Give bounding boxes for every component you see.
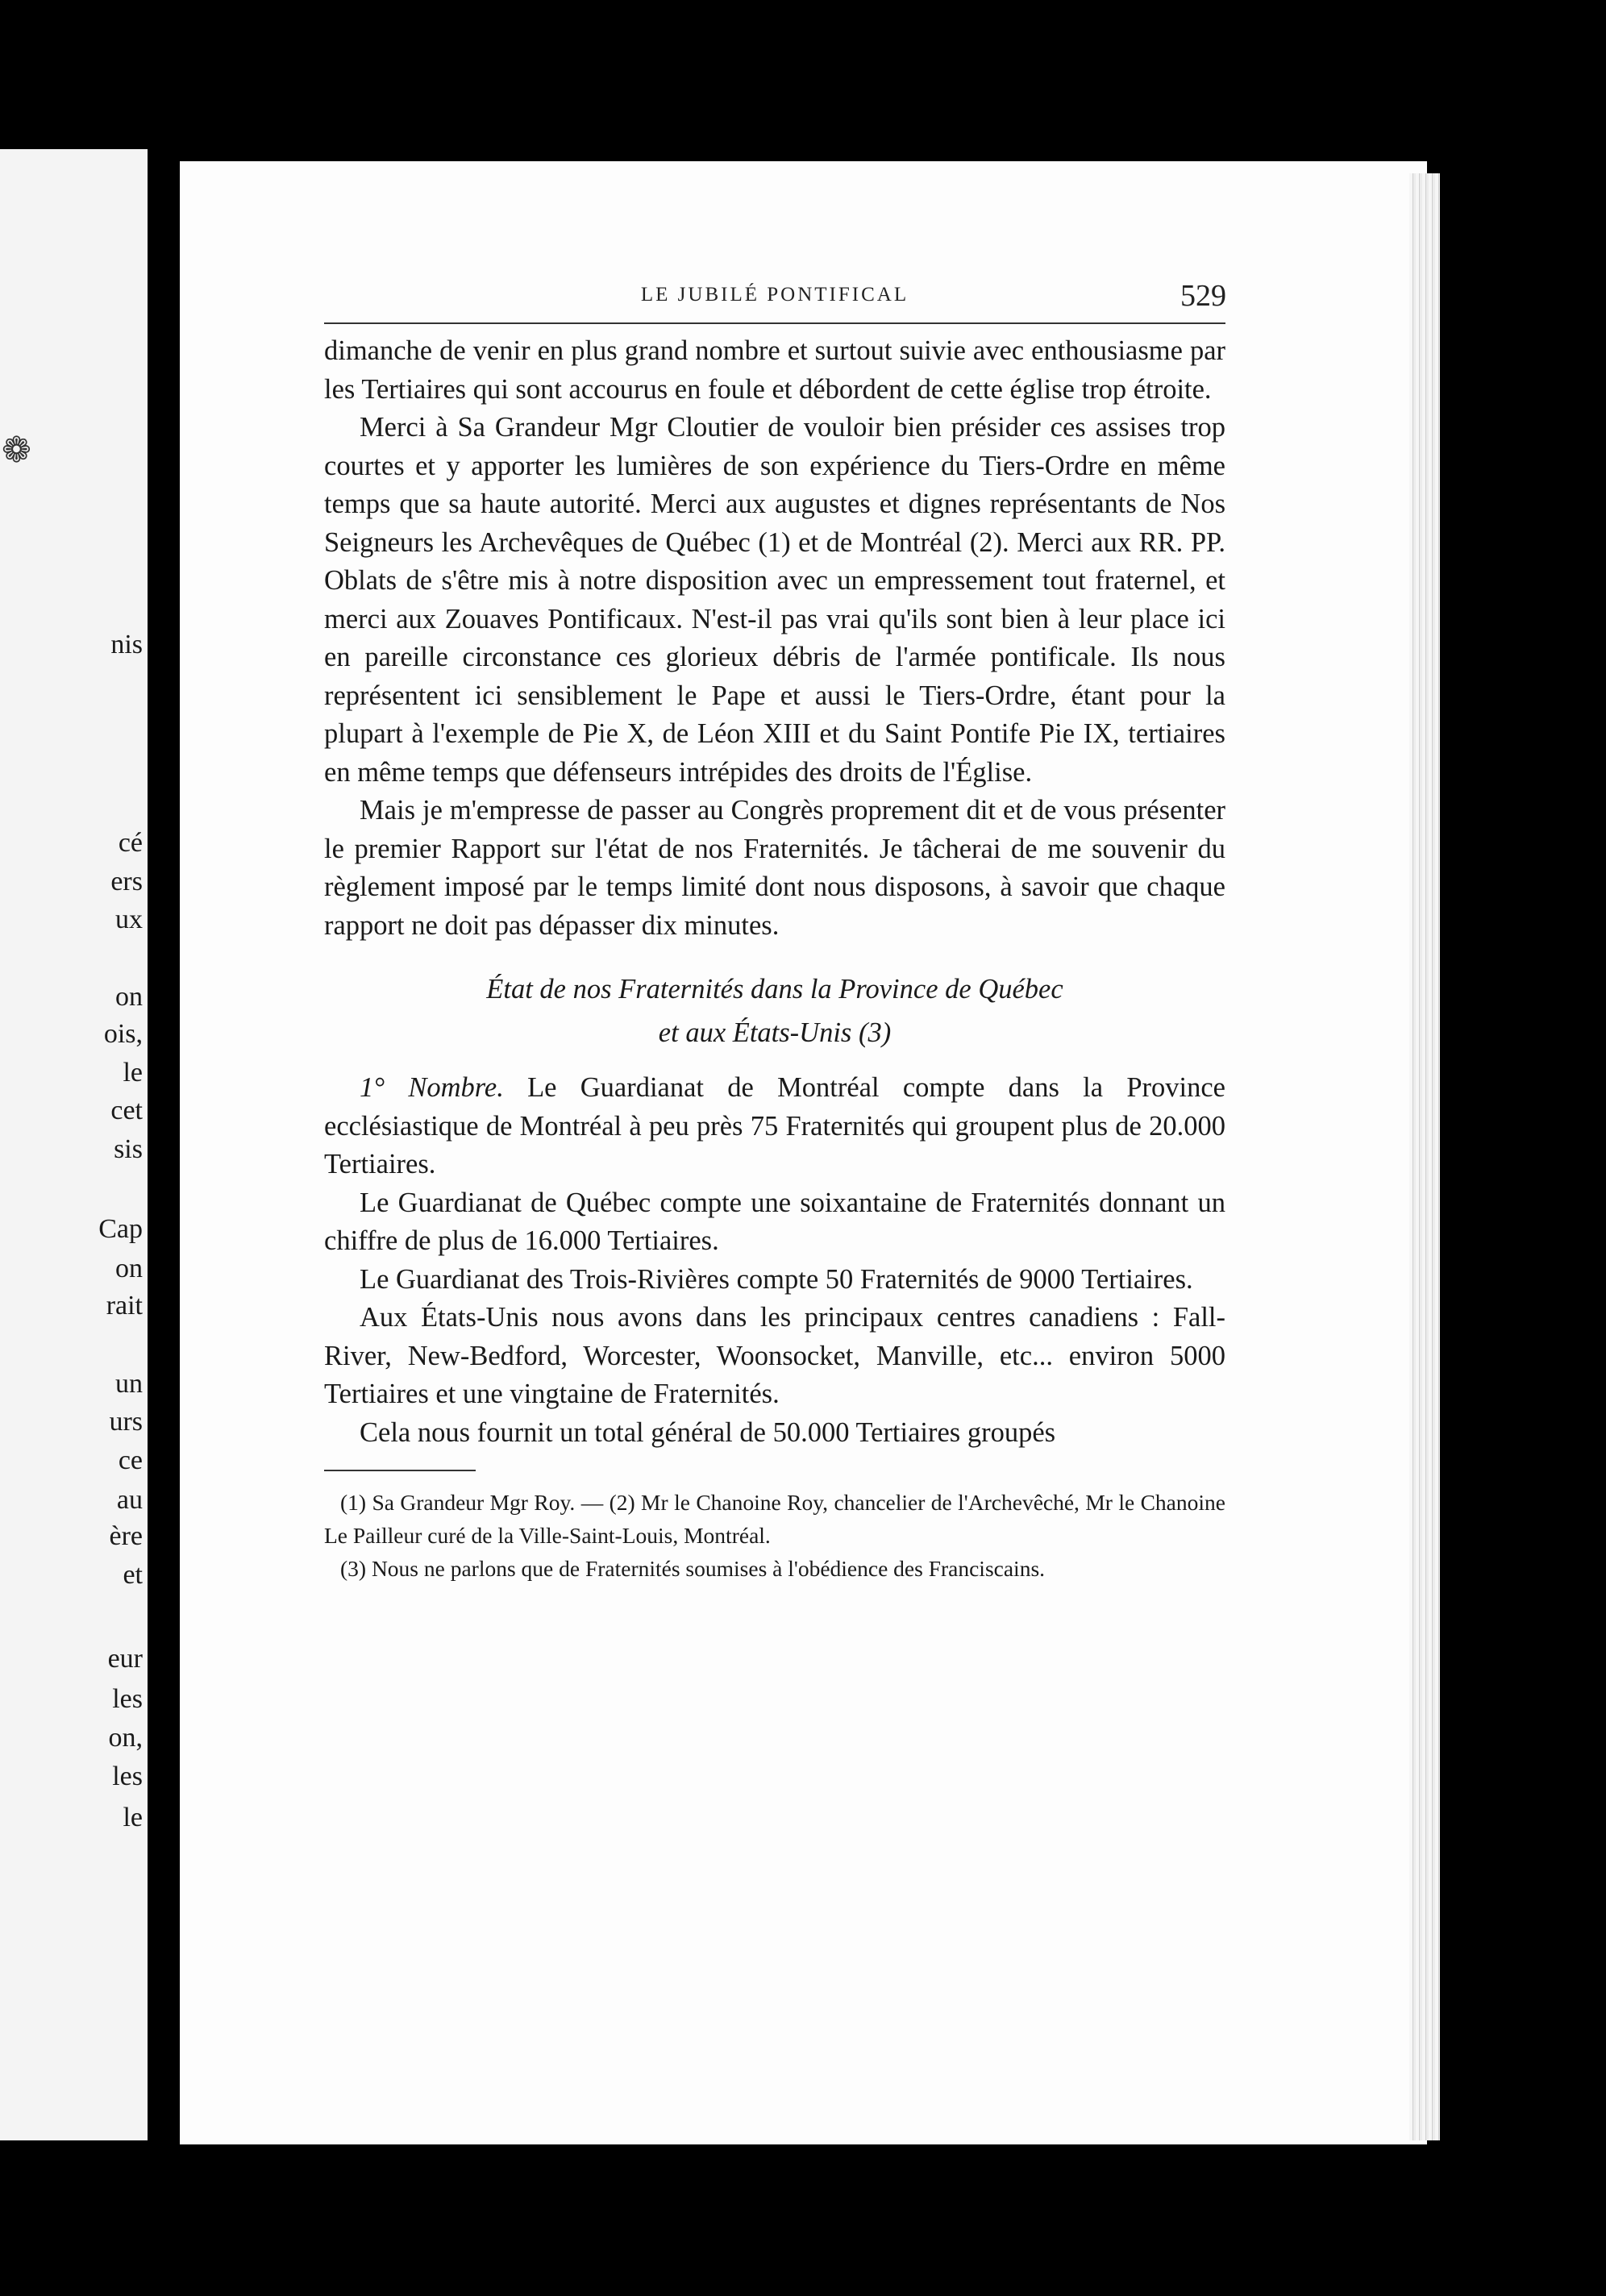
paragraph-7: Aux États-Unis nous avons dans les principaux centres canadiens : Fall-River, New-Bedford, Worcester, Woonsocket, Manville, etc... environ 5000 Tertiaires et une vingtaine de Fraternités. — [324, 1302, 1225, 1409]
left-page-fragment: les — [112, 1684, 143, 1714]
left-page-fragment: ce — [118, 1445, 143, 1475]
left-page-fragment: eur — [107, 1644, 143, 1674]
item-label: 1° Nombre. — [360, 1072, 504, 1103]
paragraph-2: Merci à Sa Grandeur Mgr Cloutier de vouloir bien présider ces assises trop courtes et y apporter les lumières de son expérience du Tiers-Ordre en même temps que sa haute autorité. Merci aux augustes et dignes représentants de Nos Seigneurs les Archevêques de Québec (1) et de Montréal (2). Merci aux RR. PP. Oblats de s'être mis à notre disposition avec un empressement tout fraternel, et merci aux Zouaves Pontificaux. N'est-il pas vrai qu'ils sont bien à leur place ici en pareille circonstance ces glorieux débris de l'armée pontificale. Ils nous représentent ici sensiblement le Pape et aussi le Tiers-Ordre, étant pour la plupart à l'exemple de Pie X, de Léon XIII et du Saint Pontife Pie IX, tertiaires en même temps que défenseurs intrépides des droits de l'Église. — [324, 412, 1225, 788]
paragraph-4 — [324, 1069, 1225, 1184]
paragraph-3: Mais je m'empresse de passer au Congrès proprement dit et de vous présenter le premier Rapport sur l'état de nos Fraternités. Je tâcherai de me souvenir du règlement imposé par le temps limité dont nous disposons, à savoir que chaque rapport ne doit pas dépasser dix minutes. — [324, 795, 1225, 941]
left-page-fragment: sis — [114, 1134, 143, 1164]
left-page-fragment: on — [115, 982, 143, 1012]
footnote-1: (1) Sa Grandeur Mgr Roy. — (2) Mr le Chanoine Roy, chancelier de l'Archevêché, Mr le Chanoine Le Pailleur curé de la Ville-Saint-Louis, Montréal. — [324, 1490, 1225, 1548]
page-header — [324, 266, 1225, 322]
left-page-fragment: ux — [115, 905, 143, 934]
left-page-fragment: ers — [110, 867, 143, 896]
paragraph-4-text: Le Guardianat de Montréal compte dans la Province ecclésiastique de Montréal à peu près 75 Fraternités qui groupent plus de 20.000 Tertiaires. — [324, 1072, 1225, 1179]
page-content — [324, 266, 1225, 1585]
left-page-fragment: on — [115, 1254, 143, 1283]
section-heading — [324, 967, 1225, 1054]
left-page-fragment: cet — [110, 1096, 143, 1125]
left-page-fragment: on, — [108, 1723, 143, 1753]
left-page — [0, 149, 148, 2140]
section-heading-line-1: État de nos Fraternités dans la Province de Québec — [486, 974, 1063, 1004]
left-page-fragment: le — [123, 1058, 143, 1088]
footnote-rule — [324, 1470, 476, 1471]
left-page-fragment: les — [112, 1762, 143, 1791]
left-page-fragment: et — [123, 1560, 143, 1590]
left-page-fragment: urs — [109, 1407, 143, 1437]
left-page-fragment: au — [116, 1485, 143, 1515]
left-page-fragment: rait — [106, 1291, 143, 1321]
page-number: 529 — [1180, 279, 1226, 313]
section-heading-line-2: et aux États-Unis (3) — [658, 1017, 892, 1048]
footnote-2: (3) Nous ne parlons que de Fraternités soumises à l'obédience des Franciscains. — [340, 1556, 1046, 1581]
paragraph-5: Le Guardianat de Québec compte une soixantaine de Fraternités donnant un chiffre de plus de 16.000 Tertiaires. — [324, 1187, 1225, 1256]
book-spine — [148, 153, 180, 2152]
page-edges — [1409, 173, 1440, 2140]
left-page-fragment: cé — [118, 828, 143, 858]
ornament-icon: ❁ — [2, 430, 31, 470]
left-page-fragment: le — [123, 1803, 143, 1832]
left-page-fragment: nis — [110, 630, 143, 659]
left-page-fragment: Cap — [98, 1214, 143, 1244]
left-page-fragment: ère — [109, 1521, 143, 1551]
paragraph-8: Cela nous fournit un total général de 50.000 Tertiaires groupés — [360, 1416, 1056, 1448]
left-page-fragment: un — [115, 1369, 143, 1399]
left-page-fragment: ois, — [103, 1019, 143, 1049]
paragraph-6: Le Guardianat des Trois-Rivières compte 50 Fraternités de 9000 Tertiaires. — [360, 1263, 1193, 1295]
running-title: LE JUBILÉ PONTIFICAL — [640, 284, 909, 306]
paragraph-1: dimanche de venir en plus grand nombre et surtout suivie avec enthousiasme par les Tertiaires qui sont accourus en foule et débordent de cette église trop étroite. — [324, 335, 1225, 405]
header-rule — [324, 322, 1225, 324]
